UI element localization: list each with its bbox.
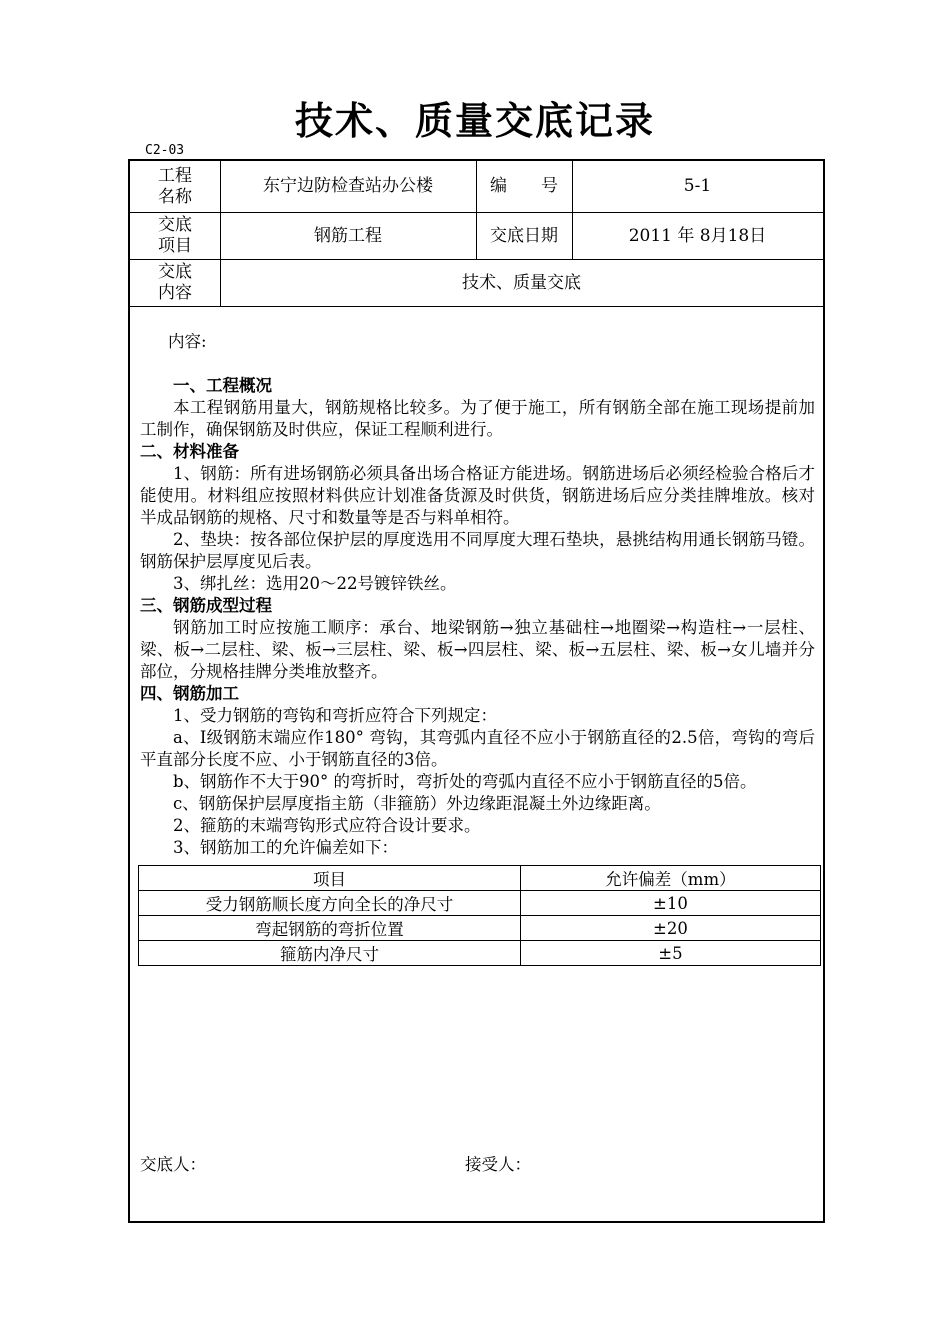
table-header-tolerance: 允许偏差（mm） (520, 866, 820, 891)
table-row (139, 916, 821, 941)
table-cell-tolerance: ±5 (520, 941, 820, 966)
table-row (139, 941, 821, 966)
section-4-paragraph-2: a、Ⅰ级钢筋末端应作180° 弯钩，其弯弧内直径不应小于钢筋直径的2.5倍，弯钩的弯后平直部分长度不应、小于钢筋直径的3倍。 (140, 728, 815, 769)
item-value: 钢筋工程 (314, 225, 382, 246)
table-cell-item: 箍筋内净尺寸 (139, 941, 521, 966)
number-label: 编 号 (490, 176, 558, 196)
section-4-paragraph-3: b、钢筋作不大于90° 的弯折时，弯折处的弯弧内直径不应小于钢筋直径的5倍。 (173, 772, 757, 791)
tolerance-table (138, 865, 821, 966)
intro-label: 内容: (168, 332, 207, 351)
discloser-signature: 交底人： (140, 1155, 206, 1174)
section-1-paragraph: 本工程钢筋用量大，钢筋规格比较多。为了便于施工，所有钢筋全部在施工现场提前加工制作，确保钢筋及时供应，保证工程顺利进行。 (140, 398, 815, 439)
page-title: 技术、质量交底记录 (294, 98, 655, 143)
section-4-paragraph-1: 1、受力钢筋的弯钩和弯折应符合下列规定： (173, 706, 497, 725)
form-code: C2-03 (145, 143, 185, 158)
date-value: 2011 年 8月18日 (628, 225, 767, 246)
record-form (128, 159, 825, 1223)
section-2-paragraph-3: 3、绑扎丝：选用20～22号镀锌铁丝。 (173, 574, 457, 593)
content-label: 交底 内容 (158, 262, 192, 303)
header-row-item (130, 213, 823, 260)
table-cell-item: 受力钢筋顺长度方向全长的净尺寸 (139, 891, 521, 916)
disclosure-body (140, 331, 815, 859)
section-1-title: 一、工程概况 (173, 376, 272, 395)
table-cell-item: 弯起钢筋的弯折位置 (139, 916, 521, 941)
receiver-signature: 接受人： (465, 1155, 531, 1174)
table-header-item: 项目 (139, 866, 521, 891)
project-name-label: 工程 名称 (158, 165, 192, 207)
header-row-project (130, 161, 823, 213)
section-3-title: 三、钢筋成型过程 (140, 596, 272, 615)
section-3-paragraph: 钢筋加工时应按施工顺序：承台、地梁钢筋→独立基础柱→地圈梁→构造柱→一层柱、梁、板→二层柱、梁、板→三层柱、梁、板→四层柱、梁、板→五层柱、梁、板→女儿墙并分部位，分规格挂牌分类堆放整齐。 (140, 618, 815, 681)
header-row-content (130, 260, 823, 307)
section-4-title: 四、钢筋加工 (140, 684, 239, 703)
table-cell-tolerance: ±20 (520, 916, 820, 941)
project-name-value: 东宁边防检查站办公楼 (263, 176, 433, 196)
content-value: 技术、质量交底 (462, 272, 581, 293)
table-cell-tolerance: ±10 (520, 891, 820, 916)
number-value: 5-1 (683, 176, 712, 196)
section-4-paragraph-4: c、钢筋保护层厚度指主筋（非箍筋）外边缘距混凝土外边缘距离。 (173, 794, 661, 813)
date-label: 交底日期 (490, 225, 558, 246)
item-label: 交底 项目 (158, 215, 192, 256)
section-4-paragraph-6: 3、钢筋加工的允许偏差如下： (173, 838, 398, 857)
section-2-title: 二、材料准备 (140, 442, 239, 461)
table-row (139, 891, 821, 916)
section-4-paragraph-5: 2、箍筋的末端弯钩形式应符合设计要求。 (173, 816, 481, 835)
section-2-paragraph-1: 1、钢筋：所有进场钢筋必须具备出场合格证方能进场。钢筋进场后必须经检验合格后才能使用。材料组应按照材料供应计划准备货源及时供货，钢筋进场后应分类挂牌堆放。核对半成品钢筋的规格、尺寸和数量等是否与料单相符。 (140, 464, 815, 527)
table-header-row (139, 866, 821, 891)
section-2-paragraph-2: 2、垫块：按各部位保护层的厚度选用不同厚度大理石垫块，悬挑结构用通长钢筋马镫。钢筋保护层厚度见后表。 (140, 530, 815, 571)
